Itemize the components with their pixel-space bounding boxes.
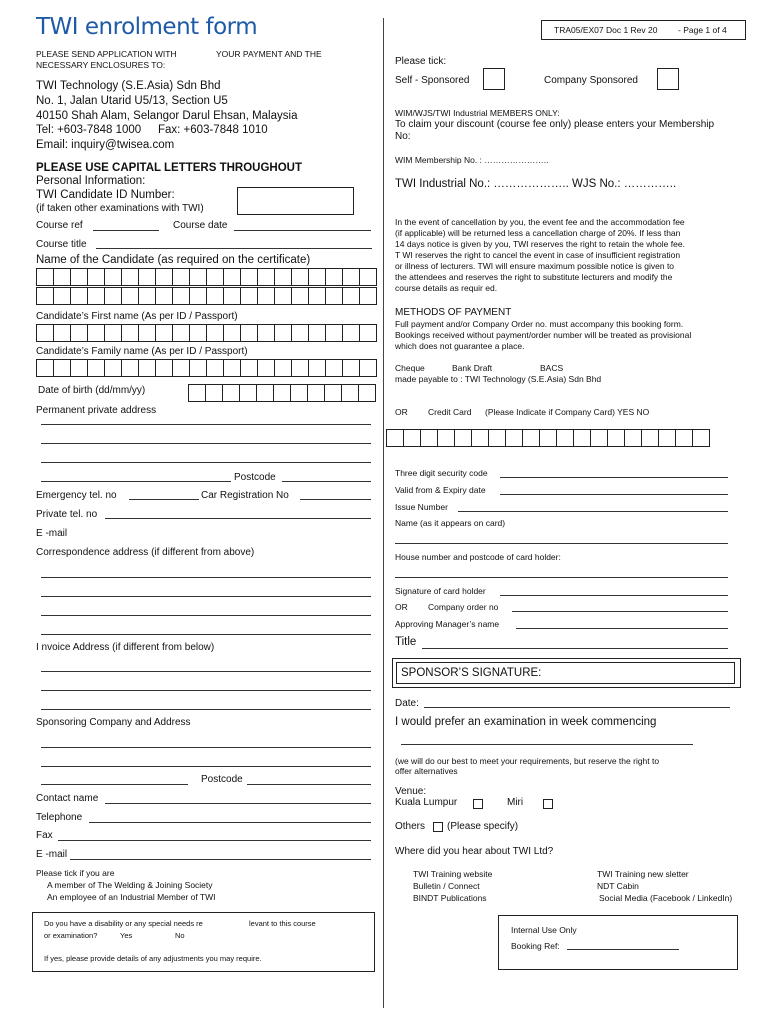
name-boxes-row-1[interactable] [36, 268, 376, 286]
approving-manager-label: Approving Manager’s name [395, 619, 500, 629]
address-line-2: 40150 Shah Alam, Selangor Darul Ehsan, Malaysia [36, 110, 298, 122]
company-order-label: Company order no [428, 602, 499, 612]
tick-if-label: Please tick if you are [36, 868, 115, 878]
postcode-input[interactable] [282, 481, 371, 482]
disability-box [32, 912, 375, 972]
course-ref-label: Course ref [36, 220, 83, 231]
sponsoring-line-3[interactable] [41, 784, 188, 785]
date-label: Date: [395, 698, 419, 709]
car-reg-label: Car Registration No [201, 490, 289, 501]
invoice-line-2[interactable] [41, 690, 371, 691]
caps-notice: PLEASE USE CAPITAL LETTERS THROUGHOUT [36, 162, 303, 174]
postcode-2-input[interactable] [247, 784, 371, 785]
company-name: TWI Technology (S.E.Asia) Sdn Bhd [36, 80, 221, 92]
company-sponsored-label: Company Sponsored [544, 75, 638, 86]
sponsoring-line-1[interactable] [41, 747, 371, 748]
disability-details: If yes, please provide details of any adjustments you may require. [44, 954, 262, 963]
course-date-label: Course date [173, 220, 228, 231]
disability-question-1b: levant to this course [249, 919, 316, 928]
methods-line-3: which does not guarantee a place. [395, 341, 525, 351]
source-social-media[interactable]: Social Media (Facebook / LinkedIn) [599, 893, 733, 903]
candidate-name-heading: Name of the Candidate (as required on the certificate) [36, 254, 311, 266]
sponsor-signature-label: SPONSOR’S SIGNATURE: [401, 667, 542, 679]
postcode-2-label: Postcode [201, 774, 243, 785]
signature-holder-label: Signature of card holder [395, 586, 486, 596]
invoice-line-1[interactable] [41, 671, 371, 672]
permanent-address-line-4[interactable] [41, 481, 231, 482]
candidate-id-note: (if taken other examinations with TWI) [36, 203, 204, 214]
valid-from-label: Valid from & Expiry date [395, 485, 486, 495]
first-name-label: Candidate’s First name (As per ID / Passport) [36, 311, 238, 322]
offer-alternatives: offer alternatives [395, 766, 458, 776]
dob-label: Date of birth (dd/mm/yy) [38, 385, 146, 396]
or-label: OR [395, 407, 408, 417]
twi-industrial-no[interactable]: TWI Industrial No.: ……………….. WJS No.: ………….. [395, 178, 677, 190]
invoice-label: I nvoice Address (if different from below) [36, 642, 215, 653]
issue-number-input[interactable] [458, 511, 728, 512]
venue-label: Venue: [395, 786, 427, 797]
cancel-line-6: the attendees and reserves the right to substitute lecturers and modify the [395, 272, 673, 282]
methods-line-1: Full payment and/or Company Order no. must accompany this booking form. [395, 319, 684, 329]
invoice-line-3[interactable] [41, 709, 371, 710]
correspondence-label: Correspondence address (if different from above) [36, 547, 255, 558]
cancel-line-2: (if applicable) will be returned less a cancellation charge of 20%. If less than [395, 228, 681, 238]
doc-ref: TRA05/EX07 Doc 1 Rev 20 [554, 25, 658, 35]
emergency-tel-label: Emergency tel. no [36, 490, 117, 501]
company-card-label[interactable]: (Please Indicate if Company Card) YES NO [485, 407, 650, 417]
candidate-id-label: TWI Candidate ID Number: [36, 189, 175, 201]
miri-checkbox[interactable] [543, 799, 553, 809]
course-title-input[interactable] [96, 248, 372, 249]
cheque-option[interactable]: Cheque [395, 363, 425, 373]
telephone-input[interactable] [89, 822, 371, 823]
membership-no-label: No: [395, 131, 411, 142]
send-line-2: NECESSARY ENCLOSURES TO: [36, 60, 166, 70]
card-number-boxes[interactable] [386, 429, 709, 447]
address-line-1: No. 1, Jalan Utarid U5/13, Section U5 [36, 95, 228, 107]
course-ref-input[interactable] [93, 230, 159, 231]
private-tel-input[interactable] [105, 518, 371, 519]
please-specify-label: (Please specify) [447, 821, 519, 832]
send-line-1: PLEASE SEND APPLICATION WITH [36, 49, 177, 59]
signature-holder-input[interactable] [500, 595, 728, 596]
bacs-option[interactable]: BACS [540, 363, 564, 373]
name-on-card-label: Name (as it appears on card) [395, 518, 506, 528]
course-title-label: Course title [36, 239, 87, 250]
sponsoring-label: Sponsoring Company and Address [36, 717, 191, 728]
disability-no[interactable]: No [175, 931, 185, 940]
send-line-1b: YOUR PAYMENT AND THE [216, 49, 322, 59]
internal-use-label: Internal Use Only [511, 925, 577, 935]
company-fax: Fax: +603-7848 1010 [158, 124, 268, 136]
security-code-input[interactable] [500, 477, 728, 478]
email-2-label: E -mail [36, 849, 68, 860]
bank-draft-option[interactable]: Bank Draft [452, 363, 493, 373]
valid-from-input[interactable] [500, 494, 728, 495]
miri-label: Miri [507, 797, 524, 808]
claim-discount-label: To claim your discount (course fee only) please enters your Membership [395, 119, 715, 130]
first-name-boxes[interactable] [36, 324, 376, 342]
others-checkbox[interactable] [433, 822, 443, 832]
permanent-address-line-1[interactable] [41, 424, 371, 425]
company-email: Email: inquiry@twisea.com [36, 139, 175, 151]
cancel-line-4: T WI reserves the right to cancel the event in case of insufficient registration [395, 250, 681, 260]
cancel-line-7: course details as requir ed. [395, 283, 498, 293]
member-wjs-option[interactable]: A member of The Welding & Joining Society [47, 880, 213, 890]
postcode-label: Postcode [234, 472, 276, 483]
methods-title: METHODS OF PAYMENT [395, 307, 512, 318]
car-reg-input[interactable] [300, 499, 371, 500]
please-tick-label: Please tick: [395, 56, 447, 67]
email-label: E -mail [36, 528, 68, 539]
where-hear-label: Where did you hear about TWI Ltd? [395, 846, 554, 857]
source-bindt[interactable]: BINDT Publications [413, 893, 487, 903]
candidate-id-input[interactable] [237, 187, 354, 215]
correspondence-line-2[interactable] [41, 596, 371, 597]
self-sponsored-checkbox[interactable] [483, 68, 505, 90]
form-title: TWI enrolment form [36, 14, 258, 40]
best-effort-note: (we will do our best to meet your requirements, but reserve the right to [395, 756, 660, 766]
contact-name-label: Contact name [36, 793, 99, 804]
date-input[interactable] [424, 707, 730, 708]
sponsoring-line-2[interactable] [41, 766, 371, 767]
correspondence-line-4[interactable] [41, 634, 371, 635]
members-only-label: WIM/WJS/TWI Industrial MEMBERS ONLY: [395, 108, 560, 118]
telephone-label: Telephone [36, 812, 83, 823]
page-number: - Page 1 of 4 [678, 25, 727, 35]
permanent-address-line-2[interactable] [41, 443, 371, 444]
source-ndt-cabin[interactable]: NDT Cabin [597, 881, 639, 891]
approving-manager-input[interactable] [516, 628, 728, 629]
disability-question-2: or examination? [44, 931, 98, 940]
house-postcode-label: House number and postcode of card holder: [395, 552, 561, 562]
prefer-exam-label: I would prefer an examination in week commencing [395, 716, 657, 728]
family-name-boxes[interactable] [36, 359, 376, 377]
permanent-address-label: Permanent private address [36, 405, 157, 416]
company-order-input[interactable] [512, 611, 728, 612]
kuala-lumpur-label: Kuala Lumpur [395, 797, 458, 808]
name-boxes-row-2[interactable] [36, 287, 376, 305]
security-code-label: Three digit security code [395, 468, 488, 478]
email-2-input[interactable] [70, 859, 371, 860]
others-label: Others [395, 821, 426, 832]
correspondence-line-3[interactable] [41, 615, 371, 616]
cancel-line-3: 14 days notice is given by you, TWI reserves the right to retain the whole fee. [395, 239, 685, 249]
credit-card-option[interactable]: Credit Card [428, 407, 472, 417]
disability-yes[interactable]: Yes [120, 931, 133, 940]
column-divider [383, 18, 384, 1008]
issue-number-label: Issue Number [395, 502, 448, 512]
booking-ref-label: Booking Ref: [511, 941, 560, 951]
company-tel: Tel: +603-7848 1000 [36, 124, 142, 136]
disability-question-1: Do you have a disability or any special needs re [44, 919, 203, 928]
cancel-line-5: or illness of lecturers. TWI will ensure maximum possible notice is given to [395, 261, 675, 271]
name-on-card-input[interactable] [395, 543, 728, 544]
self-sponsored-label: Self - Sponsored [395, 75, 470, 86]
booking-ref-input[interactable] [567, 949, 679, 950]
methods-line-2: Bookings received without payment/order number will be treated as provisional [395, 330, 692, 340]
personal-info-heading: Personal Information: [36, 175, 146, 187]
doc-ref-box [541, 20, 746, 40]
contact-name-input[interactable] [105, 803, 371, 804]
emergency-tel-input[interactable] [129, 499, 199, 500]
dob-boxes[interactable] [188, 384, 375, 402]
prefer-exam-input[interactable] [401, 744, 693, 745]
internal-use-box [498, 915, 738, 970]
title-input[interactable] [422, 648, 728, 649]
course-date-input[interactable] [234, 230, 371, 231]
sponsor-signature-box[interactable] [396, 662, 735, 684]
wim-membership-no[interactable]: WIM Membership No. : ………………….. [395, 155, 549, 165]
fax-input[interactable] [58, 840, 371, 841]
source-website[interactable]: TWI Training website [413, 869, 493, 879]
house-postcode-input[interactable] [395, 577, 728, 578]
source-newsletter[interactable]: TWI Training new sletter [597, 869, 689, 879]
title-label: Title [395, 636, 417, 648]
or-2-label: OR [395, 602, 408, 612]
source-bulletin[interactable]: Bulletin / Connect [413, 881, 480, 891]
kuala-lumpur-checkbox[interactable] [473, 799, 483, 809]
fax-label: Fax [36, 830, 53, 841]
private-tel-label: Private tel. no [36, 509, 98, 520]
family-name-label: Candidate’s Family name (As per ID / Passport) [36, 346, 248, 357]
correspondence-line-1[interactable] [41, 577, 371, 578]
member-twi-option[interactable]: An employee of an Industrial Member of TWI [47, 892, 216, 902]
permanent-address-line-3[interactable] [41, 462, 371, 463]
payable-to: made payable to : TWI Technology (S.E.Asia) Sdn Bhd [395, 374, 602, 384]
company-sponsored-checkbox[interactable] [657, 68, 679, 90]
cancel-line-1: In the event of cancellation by you, the event fee and the accommodation fee [395, 217, 685, 227]
